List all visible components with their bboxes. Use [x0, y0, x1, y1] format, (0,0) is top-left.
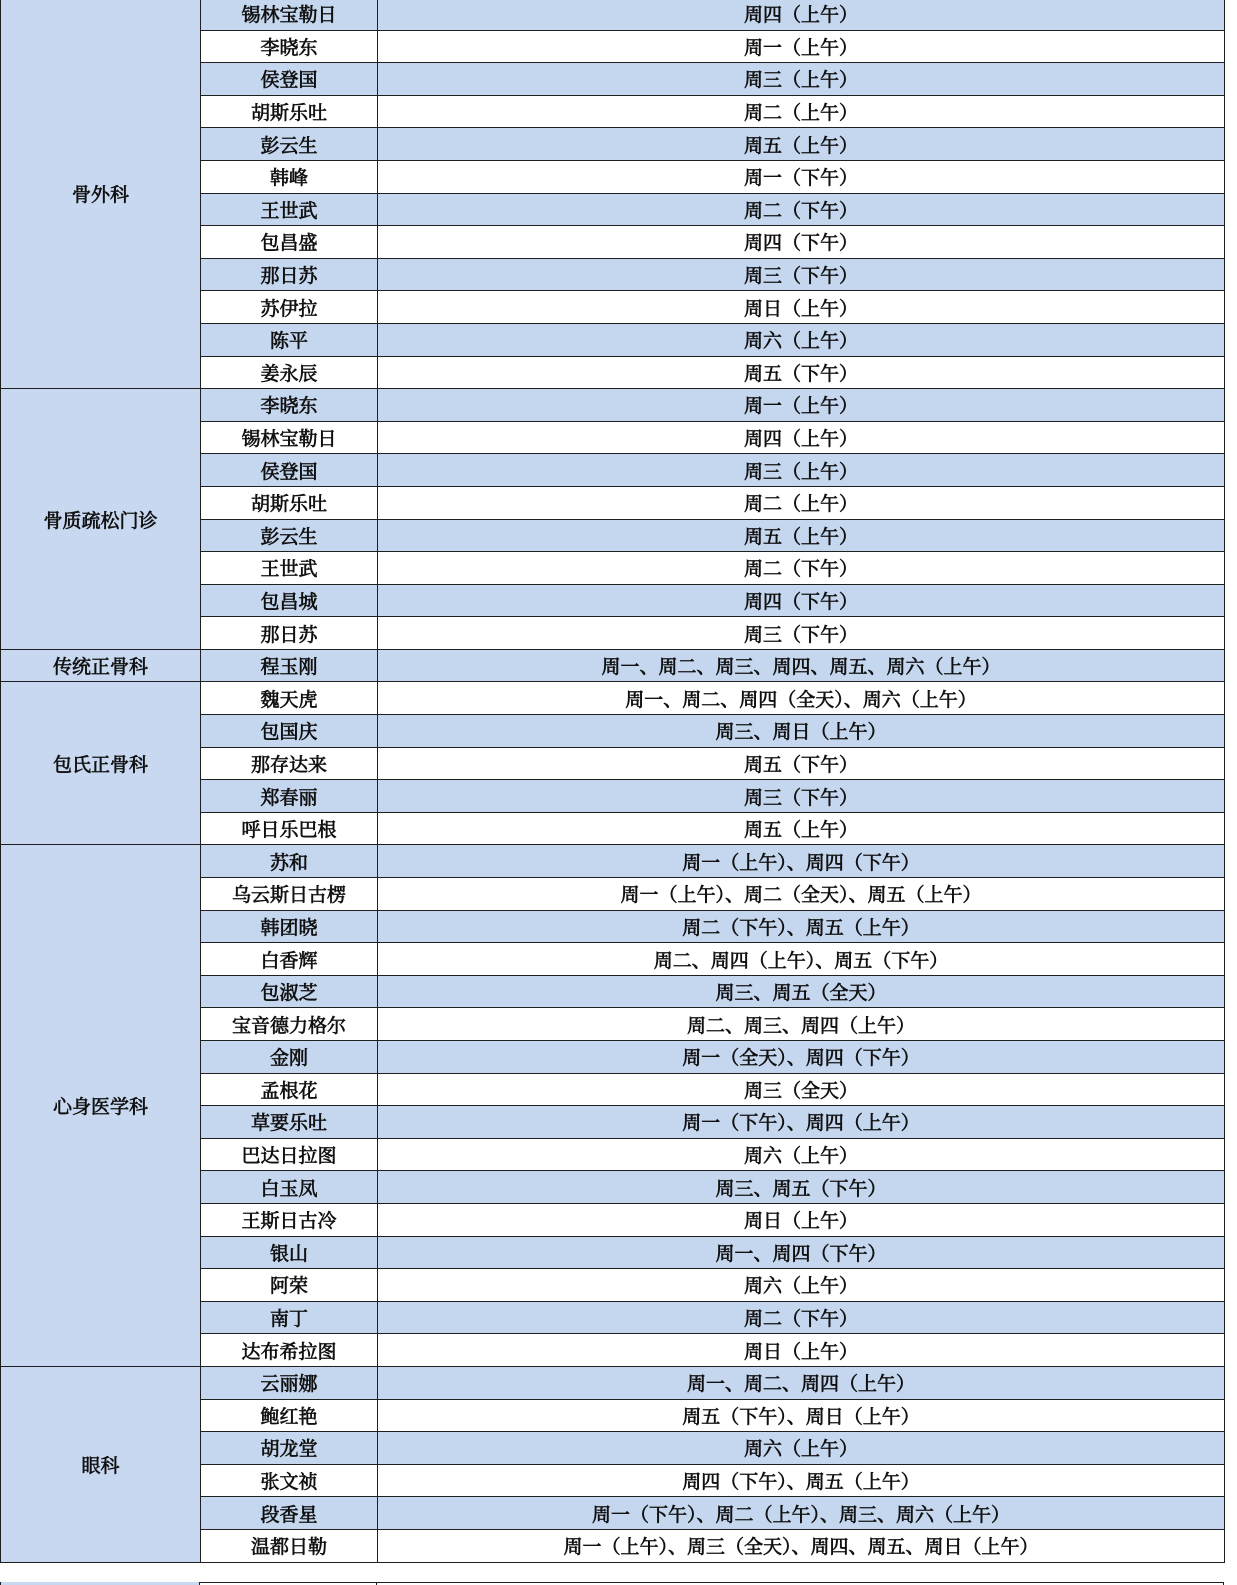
- schedule-time-cell: 周二、周四（上午）、周五（下午）: [378, 943, 1225, 976]
- doctor-name-cell: 温都日勒: [201, 1529, 378, 1562]
- doctor-name-cell: 胡龙堂: [201, 1432, 378, 1465]
- doctor-name-cell: 宝音德力格尔: [201, 1008, 378, 1041]
- doctor-name-cell: 陈平: [201, 323, 378, 356]
- doctor-name-cell: 鲍红艳: [201, 1399, 378, 1432]
- schedule-time-cell: 周一（上午）、周三（全天）、周四、周五、周日（上午）: [378, 1529, 1225, 1562]
- doctor-name-cell: 彭云生: [201, 519, 378, 552]
- schedule-time-cell: 周日（上午）: [378, 291, 1225, 324]
- schedule-time-cell: 周六（上午）: [378, 1269, 1225, 1302]
- doctor-name-cell: 白香辉: [201, 943, 378, 976]
- doctor-name-cell: 草要乐吐: [201, 1106, 378, 1139]
- schedule-time-cell: 周一（上午）、周二（全天）、周五（上午）: [378, 878, 1225, 911]
- schedule-time-cell: 周五（下午）、周日（上午）: [378, 1399, 1225, 1432]
- schedule-time-cell: 周一（下午）、周二（上午）、周三、周六（上午）: [378, 1497, 1225, 1530]
- schedule-time-cell: 周四（下午）: [378, 584, 1225, 617]
- schedule-time-cell: 周三、周日（上午）: [378, 715, 1225, 748]
- schedule-time-cell: 周一（全天）、周四（下午）: [378, 1041, 1225, 1074]
- doctor-name-cell: 姜永辰: [201, 356, 378, 389]
- schedule-time-cell: 周四（上午）: [378, 0, 1225, 30]
- doctor-name-cell: 锡林宝勒日: [201, 421, 378, 454]
- schedule-time-cell: 周二、周三、周四（上午）: [378, 1008, 1225, 1041]
- schedule-time-cell: 周五（上午）: [378, 812, 1225, 845]
- table-row: [1, 682, 1225, 715]
- schedule-time-cell: 周三（下午）: [378, 617, 1225, 650]
- doctor-name-cell: 包国庆: [201, 715, 378, 748]
- doctor-name-cell: 包昌城: [201, 584, 378, 617]
- schedule-time-cell: 周五（下午）: [378, 747, 1225, 780]
- doctor-name-cell: 苏和: [201, 845, 378, 878]
- doctor-name-cell: 包淑芝: [201, 975, 378, 1008]
- schedule-time-cell: 周五（上午）: [378, 519, 1225, 552]
- doctor-name-cell: 那存达来: [201, 747, 378, 780]
- doctor-name-cell: 韩团晓: [201, 910, 378, 943]
- schedule-time-cell: 周四（下午）、周五（上午）: [378, 1464, 1225, 1497]
- schedule-time-cell: 周二（上午）: [378, 486, 1225, 519]
- schedule-time-cell: 周二（下午）: [378, 193, 1225, 226]
- doctor-name-cell: 王斯日古冷: [201, 1203, 378, 1236]
- schedule-time-cell: 周五（上午）: [378, 128, 1225, 161]
- doctor-name-cell: 张文祯: [201, 1464, 378, 1497]
- doctor-name-cell: 王世武: [201, 552, 378, 585]
- doctor-name-cell: 李晓东: [201, 30, 378, 63]
- doctor-name-cell: 魏天虎: [201, 682, 378, 715]
- doctor-name-cell: 程玉刚: [201, 649, 378, 682]
- doctor-name-cell: 胡斯乐吐: [201, 95, 378, 128]
- schedule-time-cell: 周一、周二、周四（全天）、周六（上午）: [378, 682, 1225, 715]
- doctor-name-cell: 王世武: [201, 193, 378, 226]
- department-cell: 眼科: [1, 1366, 201, 1562]
- doctor-name-cell: 侯登国: [201, 63, 378, 96]
- doctor-name-cell: 乌云斯日古楞: [201, 878, 378, 911]
- schedule-time-cell: 周六（上午）: [378, 323, 1225, 356]
- schedule-time-cell: 周三（上午）: [378, 454, 1225, 487]
- schedule-time-cell: 周二（下午）、周五（上午）: [378, 910, 1225, 943]
- doctor-name-cell: 孟根花: [201, 1073, 378, 1106]
- schedule-time-cell: 周三、周五（全天）: [378, 975, 1225, 1008]
- doctor-name-cell: 彭云生: [201, 128, 378, 161]
- schedule-time-cell: 周一、周四（下午）: [378, 1236, 1225, 1269]
- department-cell: 骨质疏松门诊: [1, 389, 201, 650]
- schedule-time-cell: 周日（上午）: [378, 1334, 1225, 1367]
- doctor-name-cell: 云丽娜: [201, 1366, 378, 1399]
- table-row: [1, 0, 1225, 30]
- schedule-time-cell: 周一（下午）、周四（上午）: [378, 1106, 1225, 1139]
- table-row: [1, 845, 1225, 878]
- schedule-time-cell: 周二（上午）: [378, 95, 1225, 128]
- schedule-time-cell: 周一（上午）: [378, 30, 1225, 63]
- schedule-time-cell: 周三（下午）: [378, 780, 1225, 813]
- doctor-name-cell: 胡斯乐吐: [201, 486, 378, 519]
- doctor-name-cell: 韩峰: [201, 160, 378, 193]
- doctor-name-cell: 李晓东: [201, 389, 378, 422]
- schedule-time-cell: 周一（下午）: [378, 160, 1225, 193]
- doctor-name-cell: 侯登国: [201, 454, 378, 487]
- doctor-name-cell: 包昌盛: [201, 226, 378, 259]
- doctor-name-cell: 呼日乐巴根: [201, 812, 378, 845]
- doctor-name-cell: 段香星: [201, 1497, 378, 1530]
- doctor-name-cell: 达布希拉图: [201, 1334, 378, 1367]
- schedule-time-cell: 周五（下午）: [378, 356, 1225, 389]
- schedule-time-cell: 周四（下午）: [378, 226, 1225, 259]
- table-row: [1, 389, 1225, 422]
- schedule-time-cell: 周一、周二、周三、周四、周五、周六（上午）: [378, 649, 1225, 682]
- schedule-time-cell: 周三（上午）: [378, 63, 1225, 96]
- schedule-time-cell: 周一、周二、周四（上午）: [378, 1366, 1225, 1399]
- doctor-name-cell: 阿荣: [201, 1269, 378, 1302]
- schedule-time-cell: 周二（下午）: [378, 552, 1225, 585]
- schedule-time-cell: 周三（下午）: [378, 258, 1225, 291]
- schedule-time-cell: 周日（上午）: [378, 1203, 1225, 1236]
- schedule-time-cell: 周四（上午）: [378, 421, 1225, 454]
- schedule-time-cell: 周六（上午）: [378, 1138, 1225, 1171]
- department-cell: 传统正骨科: [1, 649, 201, 682]
- doctor-name-cell: 苏伊拉: [201, 291, 378, 324]
- department-cell: 心身医学科: [1, 845, 201, 1367]
- schedule-time-cell: 周三、周五（下午）: [378, 1171, 1225, 1204]
- doctor-name-cell: 银山: [201, 1236, 378, 1269]
- schedule-time-cell: 周一（上午）、周四（下午）: [378, 845, 1225, 878]
- doctor-name-cell: 锡林宝勒日: [201, 0, 378, 30]
- schedule-time-cell: 周六（上午）: [378, 1432, 1225, 1465]
- department-cell: 骨外科: [1, 0, 201, 389]
- schedule-time-cell: 周三（全天）: [378, 1073, 1225, 1106]
- schedule-body: [1, 0, 1225, 1562]
- doctor-name-cell: 白玉凤: [201, 1171, 378, 1204]
- doctor-name-cell: 那日苏: [201, 617, 378, 650]
- department-cell: 包氏正骨科: [1, 682, 201, 845]
- doctor-name-cell: 巴达日拉图: [201, 1138, 378, 1171]
- doctor-name-cell: 那日苏: [201, 258, 378, 291]
- schedule-time-cell: 周二（下午）: [378, 1301, 1225, 1334]
- doctor-name-cell: 南丁: [201, 1301, 378, 1334]
- table-row: [1, 1366, 1225, 1399]
- table-row: [1, 649, 1225, 682]
- doctor-name-cell: 金刚: [201, 1041, 378, 1074]
- schedule-time-cell: 周一（上午）: [378, 389, 1225, 422]
- doctor-name-cell: 郑春丽: [201, 780, 378, 813]
